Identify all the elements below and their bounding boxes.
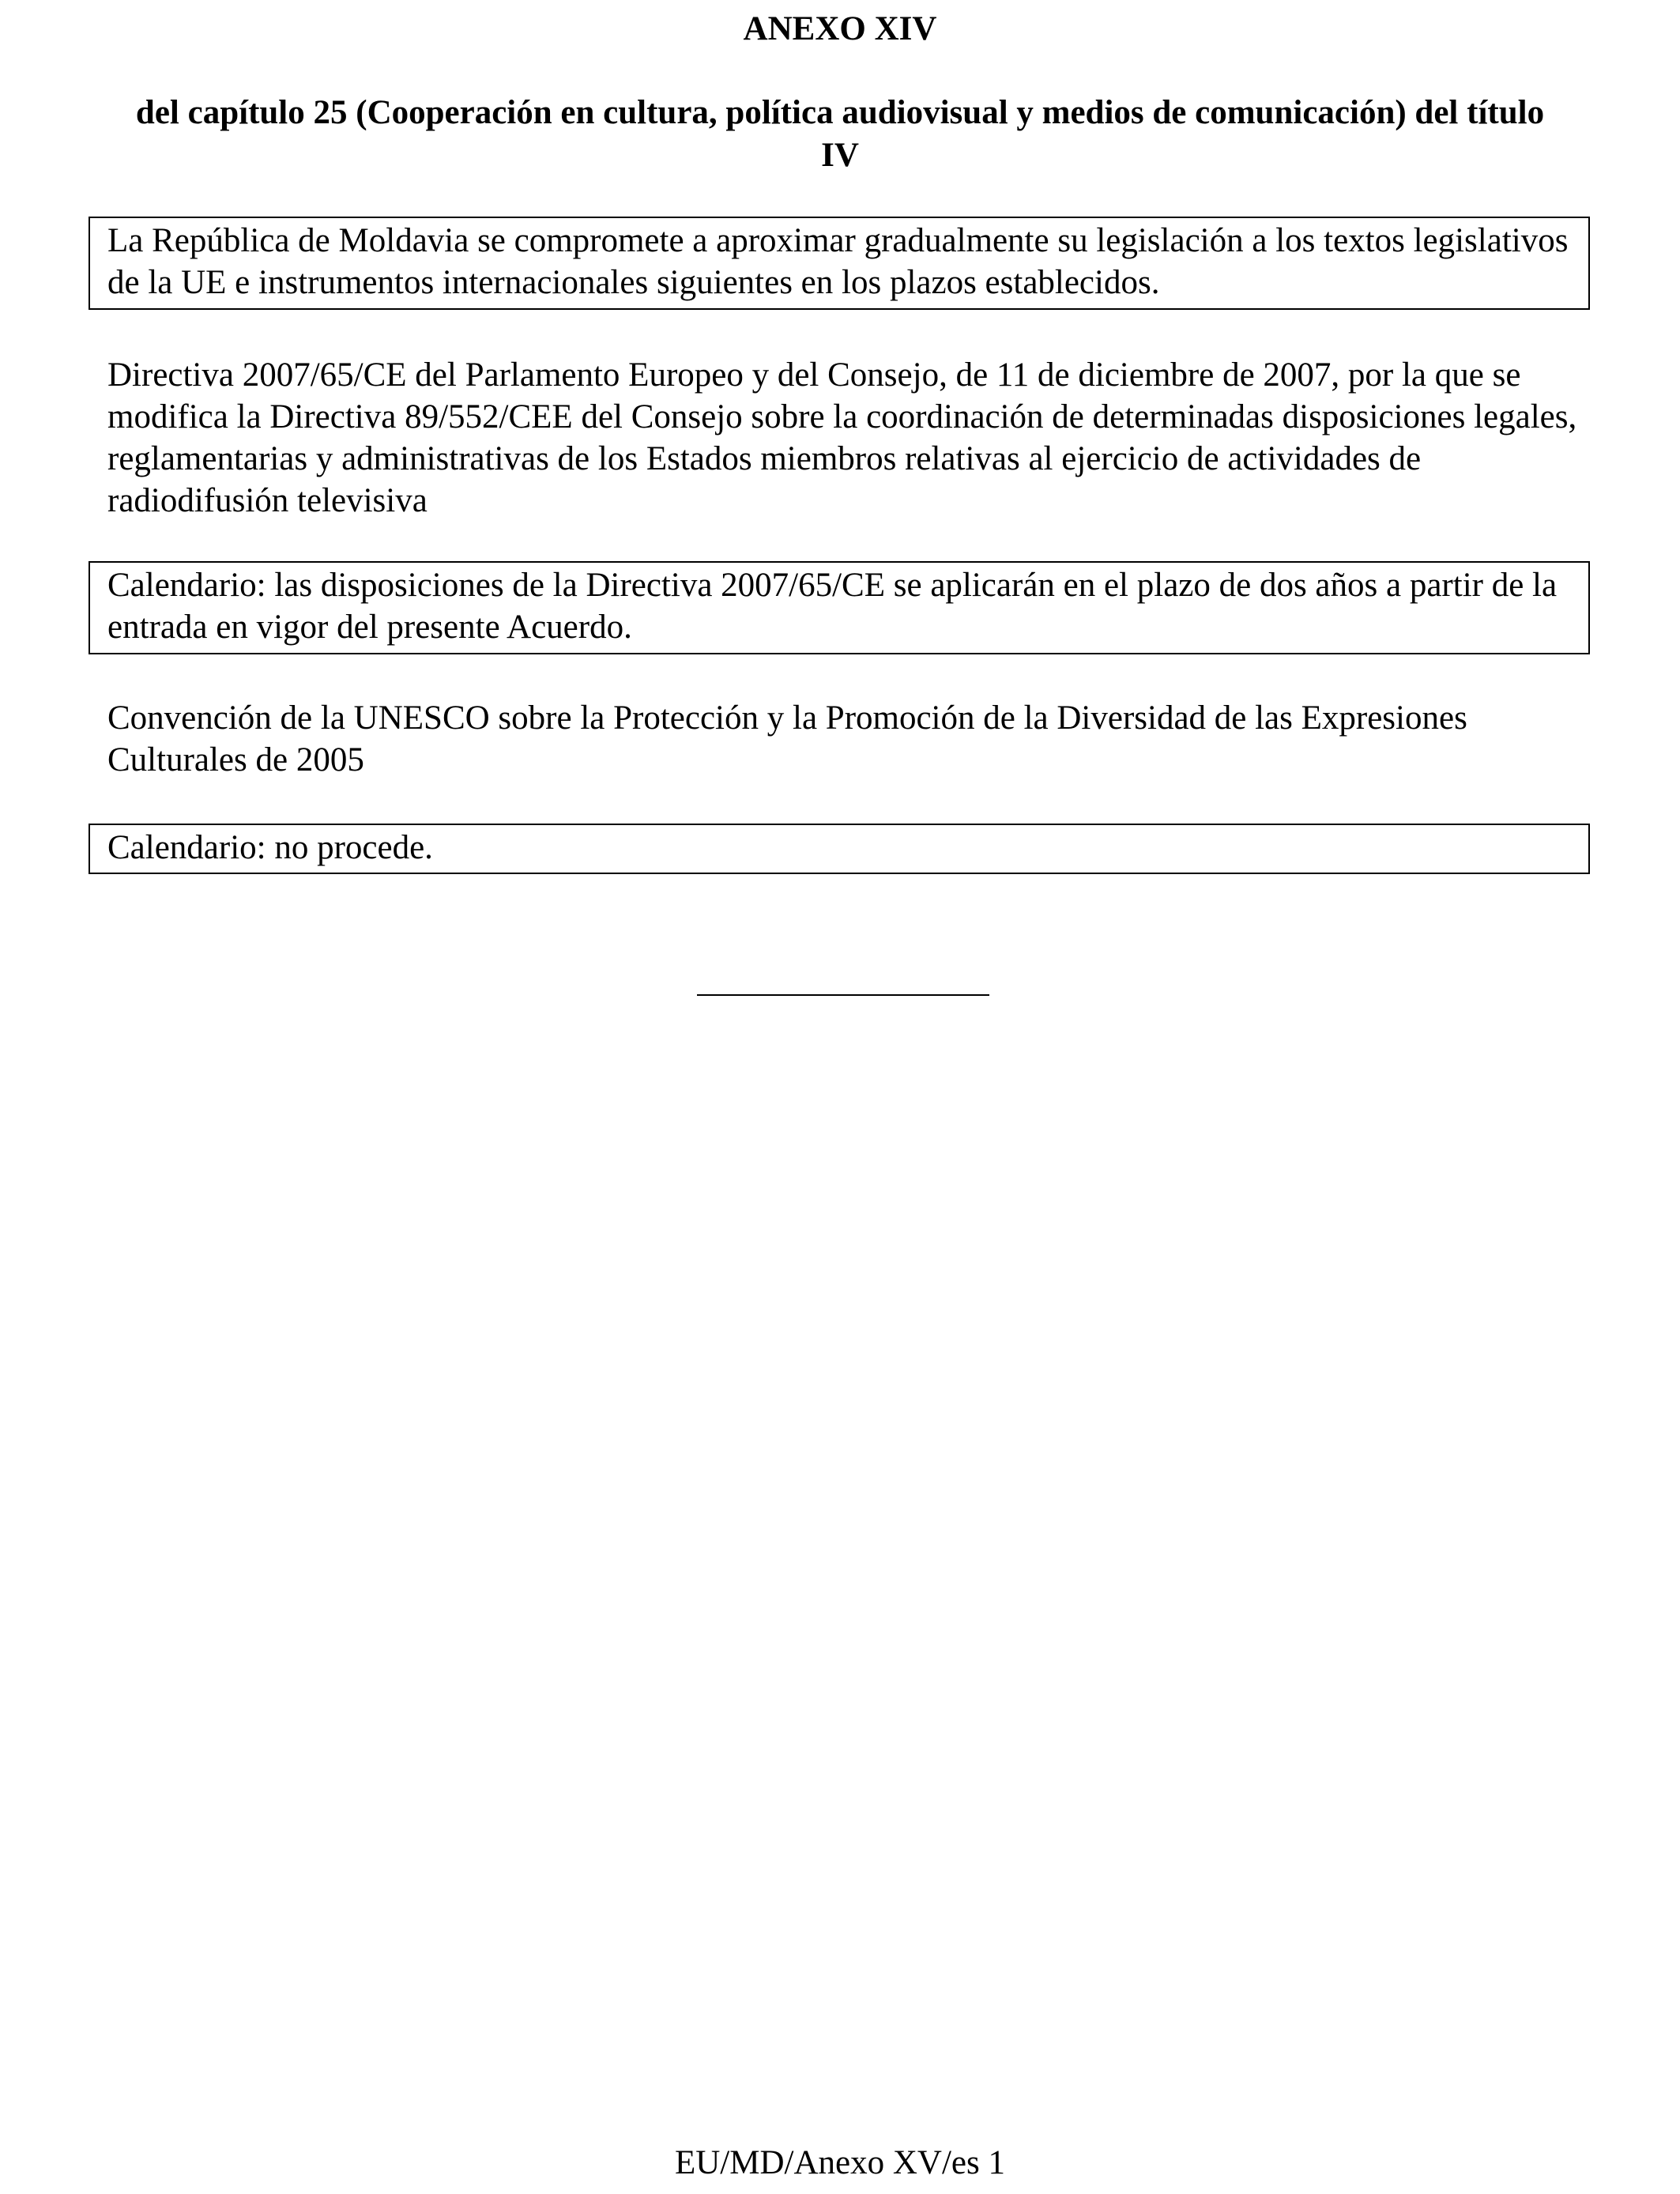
end-separator-line bbox=[697, 994, 989, 996]
intro-box: La República de Moldavia se compromete a aproximar gradualmente su legislación a los textos legislativos de la UE e instrumentos internacionales siguientes en los plazos establecidos. bbox=[89, 217, 1590, 310]
annex-subtitle: del capítulo 25 (Cooperación en cultura, política audiovisual y medios de comunicación) del título IV bbox=[135, 94, 1545, 174]
unesco-calendar-box: Calendario: no procede. bbox=[89, 824, 1590, 874]
annex-title: ANEXO XIV bbox=[743, 10, 937, 47]
page-footer: EU/MD/Anexo XV/es 1 bbox=[674, 2144, 1005, 2181]
directive-calendar-box: Calendario: las disposiciones de la Directiva 2007/65/CE se aplicarán en el plazo de dos años a partir de la entrada en vigor del presente Acuerdo. bbox=[89, 561, 1590, 654]
directive-paragraph: Directiva 2007/65/CE del Parlamento Europeo y del Consejo, de 11 de diciembre de 2007, por la que se modifica la Directiva 89/552/CEE del Consejo sobre la coordinación de determinadas disposiciones legales, reglamentarias y administrativas de los Estados miembros relativas al ejercicio de actividades de radiodifusión televisiva bbox=[107, 356, 1577, 519]
unesco-paragraph: Convención de la UNESCO sobre la Protección y la Promoción de la Diversidad de las Expresiones Culturales de 2005 bbox=[107, 699, 1467, 778]
